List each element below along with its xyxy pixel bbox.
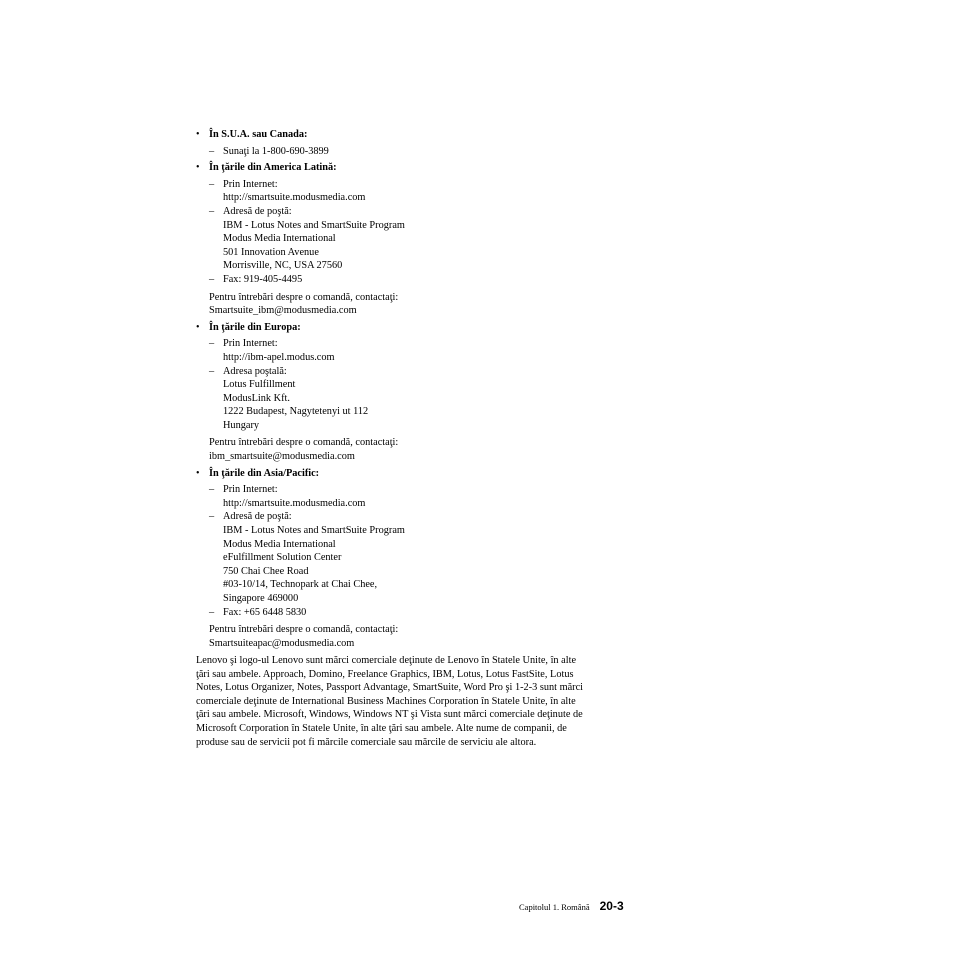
note-line: ibm_smartsuite@modusmedia.com	[209, 451, 355, 463]
dash-icon: –	[209, 365, 215, 377]
contact-method	[209, 510, 636, 605]
bullet-icon: •	[196, 162, 200, 174]
contact-line: Modus Media International	[223, 233, 336, 245]
contact-line: Morrisville, NC, USA 27560	[223, 260, 343, 272]
trademark-line: ţări sau ambele. Approach, Domino, Freelance Graphics, IBM, Lotus, Lotus FastSite, Lotus	[196, 668, 574, 680]
bullet-icon: •	[196, 129, 200, 140]
contact-line: Adresă de poştă:	[223, 511, 292, 523]
region-block	[196, 467, 636, 651]
page-footer	[519, 900, 639, 915]
region-title: În ţările din Europa:	[209, 321, 301, 333]
trademark-line: produse sau de servicii pot fi mărcile comerciale sau mărcile de serviciu ale altora.	[196, 736, 537, 748]
region-block	[196, 321, 636, 464]
contact-line: 501 Innovation Avenue	[223, 246, 319, 258]
region-block	[196, 161, 636, 318]
region-title: În S.U.A. sau Canada:	[209, 129, 308, 140]
contact-method	[209, 273, 636, 287]
contact-line: eFulfillment Solution Center	[223, 552, 342, 564]
contact-line: Hungary	[223, 419, 260, 431]
note-line: Smartsuite_ibm@modusmedia.com	[209, 305, 357, 317]
contact-line: Fax: 919-405-4495	[223, 273, 303, 285]
contact-method-list	[209, 337, 636, 432]
contact-line: Fax: +65 6448 5830	[223, 606, 307, 618]
footer-chapter-label: Capitolul 1. Română	[519, 902, 590, 912]
contact-line: Modus Media International	[223, 538, 336, 550]
order-contact-note	[209, 436, 636, 463]
contact-method-list	[209, 178, 636, 287]
contact-method	[209, 205, 636, 273]
contact-regions	[196, 128, 636, 650]
contact-line: IBM - Lotus Notes and SmartSuite Program	[223, 219, 405, 231]
contact-line: ModusLink Kft.	[223, 392, 290, 404]
footer-page-number: 20-3	[599, 899, 624, 913]
order-contact-note	[209, 623, 636, 650]
contact-line: #03-10/14, Technopark at Chai Chee,	[223, 579, 378, 591]
dash-icon: –	[209, 338, 215, 350]
dash-icon: –	[209, 484, 215, 496]
contact-line: http://ibm-apel.modus.com	[223, 351, 335, 363]
dash-icon: –	[209, 273, 215, 285]
contact-line: http://smartsuite.modusmedia.com	[223, 497, 366, 509]
bullet-icon: •	[196, 467, 200, 479]
contact-line: Prin Internet:	[223, 178, 278, 190]
contact-method	[209, 606, 636, 620]
dash-icon: –	[209, 511, 215, 523]
contact-line: Sunaţi la 1-800-690-3899	[223, 145, 329, 157]
contact-line: Prin Internet:	[223, 338, 278, 350]
trademark-line: Microsoft Corporation în Statele Unite, în alte ţări sau ambele. Alte nume de companii, de	[196, 722, 567, 734]
contact-line: Adresa poştală:	[223, 365, 287, 377]
contact-line: Lotus Fulfillment	[223, 379, 296, 391]
note-line: Pentru întrebări despre o comandă, contactaţi:	[209, 437, 399, 449]
region-title: În ţările din America Latină:	[209, 162, 337, 174]
contact-method	[209, 365, 636, 433]
contact-line: Adresă de poştă:	[223, 205, 292, 217]
note-line: Pentru întrebări despre o comandă, contactaţi:	[209, 624, 399, 636]
trademark-paragraph	[196, 654, 636, 749]
contact-method	[209, 145, 636, 159]
contact-method	[209, 483, 636, 510]
contact-method	[209, 178, 636, 205]
contact-line: 750 Chai Chee Road	[223, 565, 309, 577]
trademark-line: Notes, Lotus Organizer, Notes, Passport Advantage, SmartSuite, Word Pro şi 1-2-3 sunt mărci	[196, 682, 584, 694]
contact-method-list	[209, 483, 636, 619]
bullet-icon: •	[196, 321, 200, 333]
trademark-line: Lenovo şi logo-ul Lenovo sunt mărci comerciale deţinute de Lenovo în Statele Unite, în alte	[196, 655, 577, 666]
contact-line: IBM - Lotus Notes and SmartSuite Program	[223, 525, 405, 537]
contact-line: Singapore 469000	[223, 593, 299, 604]
contact-line: Prin Internet:	[223, 484, 278, 496]
contact-line: 1222 Budapest, Nagytetenyi ut 112	[223, 406, 369, 418]
contact-line: http://smartsuite.modusmedia.com	[223, 192, 366, 204]
dash-icon: –	[209, 178, 215, 190]
contact-method	[209, 337, 636, 364]
dash-icon: –	[209, 205, 215, 217]
trademark-line: ţări sau ambele. Microsoft, Windows, Windows NT şi Vista sunt mărci comerciale deţinute de	[196, 709, 583, 721]
order-contact-note	[209, 291, 636, 318]
note-line: Pentru întrebări despre o comandă, contactaţi:	[209, 291, 399, 303]
region-block	[196, 128, 636, 158]
dash-icon: –	[209, 145, 215, 157]
contact-method-list	[209, 145, 636, 159]
note-line: Smartsuiteapac@modusmedia.com	[209, 637, 355, 649]
dash-icon: –	[209, 606, 215, 618]
trademark-line: comerciale deţinute de International Business Machines Corporation în Statele Unite, în alte	[196, 695, 576, 707]
region-title: În ţările din Asia/Pacific:	[209, 467, 320, 479]
